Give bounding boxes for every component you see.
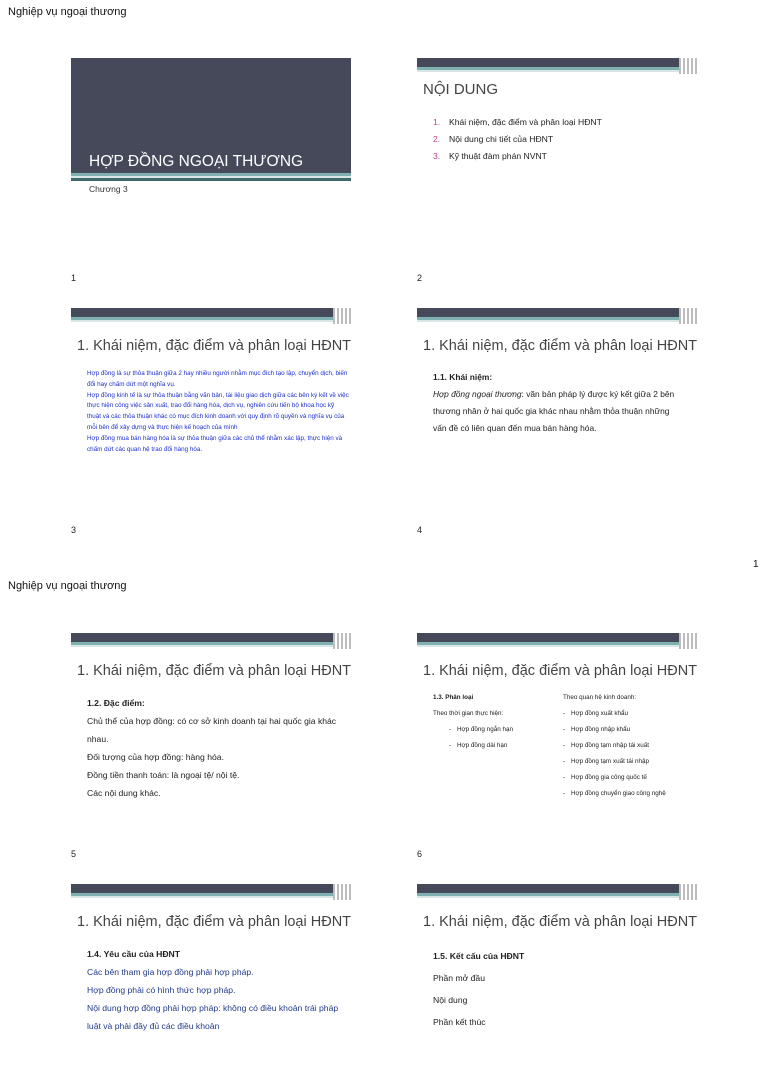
slide-title: 1. Khái niệm, đặc điểm và phân loại HĐNT bbox=[423, 914, 698, 930]
list-item: Các nội dung khác. bbox=[87, 788, 161, 798]
section-heading: 1.3. Phân loại bbox=[433, 694, 474, 701]
slide-number: 2 bbox=[417, 273, 423, 283]
list-item: - Hợp đồng tạm xuất tái nhập bbox=[563, 754, 693, 770]
slide-title: HỢP ĐỒNG NGOẠI THƯƠNG bbox=[89, 153, 304, 170]
section-heading: 1.5. Kết cấu của HĐNT bbox=[433, 951, 525, 961]
slide-7 bbox=[71, 884, 351, 1074]
slide-title: 1. Khái niệm, đặc điểm và phân loại HĐNT bbox=[77, 338, 352, 354]
list-item: - Hợp đồng ngắn hạn bbox=[433, 722, 553, 738]
slide-title: 1. Khái niệm, đặc điểm và phân loại HĐNT bbox=[77, 663, 352, 679]
slide-top-bar bbox=[71, 308, 351, 324]
group-label: Theo thời gian thực hiện: bbox=[433, 710, 504, 717]
slide-top-bar bbox=[71, 633, 351, 649]
list-item: Chủ thể của hợp đồng: có cơ sở kinh doanh tại hai quốc gia khác nhau. bbox=[87, 716, 337, 744]
paragraph: Hợp đồng kinh tế là sự thỏa thuận bằng văn bản, tài liệu giao dịch giữa các bên ký kết về việc thực hiện công việc sản xuất, trao đổi hàng hóa, dịch vụ, nghiên cứu tiến bộ khoa học kỹ thuật và các thỏa thuận khác có mục đích kinh doanh với quy định rõ quyền và nghĩa vụ của mỗi bên để xây dựng và thực hiện kế hoạch của mình bbox=[87, 391, 349, 431]
slide-title: 1. Khái niệm, đặc điểm và phân loại HĐNT bbox=[423, 338, 698, 354]
toc-list bbox=[433, 114, 685, 165]
slide-top-bar bbox=[417, 884, 697, 900]
list-item: Các bên tham gia hợp đồng phải hợp pháp. bbox=[87, 967, 254, 977]
list-item: Đối tượng của hợp đồng: hàng hóa. bbox=[87, 752, 224, 762]
paragraph: Hợp đồng mua bán hàng hóa là sự thỏa thuận giữa các chủ thể nhằm xác lập, thực hiện và chấm dứt các quan hệ trao đổi hàng hóa. bbox=[87, 434, 343, 453]
slide-number: 4 bbox=[417, 525, 423, 535]
definition: Hợp đồng ngoại thương: văn bản pháp lý được ký kết giữa 2 bên thương nhân ở hai quốc gia khác nhau nhằm thỏa thuận những vấn đề có liên quan đến mua bán hàng hóa. bbox=[433, 389, 675, 433]
slide-number: 1 bbox=[71, 273, 77, 283]
slide-5 bbox=[71, 633, 351, 823]
slide-top-bar bbox=[417, 58, 697, 74]
list-item: Đồng tiền thanh toán: là ngoại tệ/ nội tệ. bbox=[87, 770, 240, 780]
slide-3 bbox=[71, 308, 351, 498]
slide-2 bbox=[417, 58, 697, 248]
section-heading: 1.2. Đặc điểm: bbox=[87, 698, 145, 708]
slide-top-bar bbox=[417, 308, 697, 324]
page-number: 1 bbox=[753, 559, 759, 570]
list-item: - Hợp đồng chuyển giao công nghệ bbox=[563, 786, 693, 800]
list-item: - Hợp đồng tạm nhập tái xuất bbox=[563, 738, 693, 754]
list-item: Phần kết thúc bbox=[433, 1017, 486, 1027]
slide-1 bbox=[71, 58, 351, 248]
list-item: - Hợp đồng dài hạn bbox=[433, 738, 553, 754]
list-item: 2. Nội dung chi tiết của HĐNT bbox=[433, 134, 554, 144]
list-item: Nội dung bbox=[433, 995, 468, 1005]
page-header: Nghiệp vụ ngoại thương bbox=[8, 6, 127, 18]
slide-title: 1. Khái niệm, đặc điểm và phân loại HĐNT bbox=[77, 914, 352, 930]
list-item: - Hợp đồng nhập khẩu bbox=[563, 722, 693, 738]
list-item: - Hợp đồng gia công quốc tế bbox=[563, 770, 693, 786]
list-item: 1. Khái niệm, đặc điểm và phân loại HĐNT bbox=[433, 117, 602, 127]
list-item: Hợp đồng phải có hình thức hợp pháp. bbox=[87, 985, 236, 995]
slide-8 bbox=[417, 884, 697, 1074]
slide-title: 1. Khái niệm, đặc điểm và phân loại HĐNT bbox=[423, 663, 698, 679]
slide-top-bar bbox=[71, 884, 351, 900]
slide-number: 5 bbox=[71, 849, 77, 859]
slide-4 bbox=[417, 308, 697, 498]
group-label: Theo quan hệ kinh doanh: bbox=[563, 694, 637, 701]
slide-title: NỘI DUNG bbox=[423, 81, 498, 98]
slide-number: 6 bbox=[417, 849, 423, 859]
slide-subtitle: Chương 3 bbox=[89, 184, 128, 194]
section-heading: 1.1. Khái niệm: bbox=[433, 372, 493, 382]
section-heading: 1.4. Yêu cầu của HĐNT bbox=[87, 949, 180, 959]
slide-number: 3 bbox=[71, 525, 77, 535]
slide-top-bar bbox=[417, 633, 697, 649]
list-item: Phần mở đầu bbox=[433, 973, 485, 983]
page-header: Nghiệp vụ ngoại thương bbox=[8, 580, 127, 592]
list-item: Nội dung hợp đồng phải hợp pháp: không có điều khoản trái pháp luật và phải đầy đủ các điều khoản bbox=[87, 1003, 339, 1031]
paragraph: Hợp đồng là sự thỏa thuận giữa 2 hay nhiều người nhằm mục đích tạo lập, chuyển dịch, biến đổi hay chấm dứt một nghĩa vụ. bbox=[87, 370, 348, 388]
list-item: - Hợp đồng xuất khẩu bbox=[563, 706, 693, 722]
list-item: 3. Kỹ thuật đàm phán NVNT bbox=[433, 151, 547, 161]
slide-6 bbox=[417, 633, 697, 823]
